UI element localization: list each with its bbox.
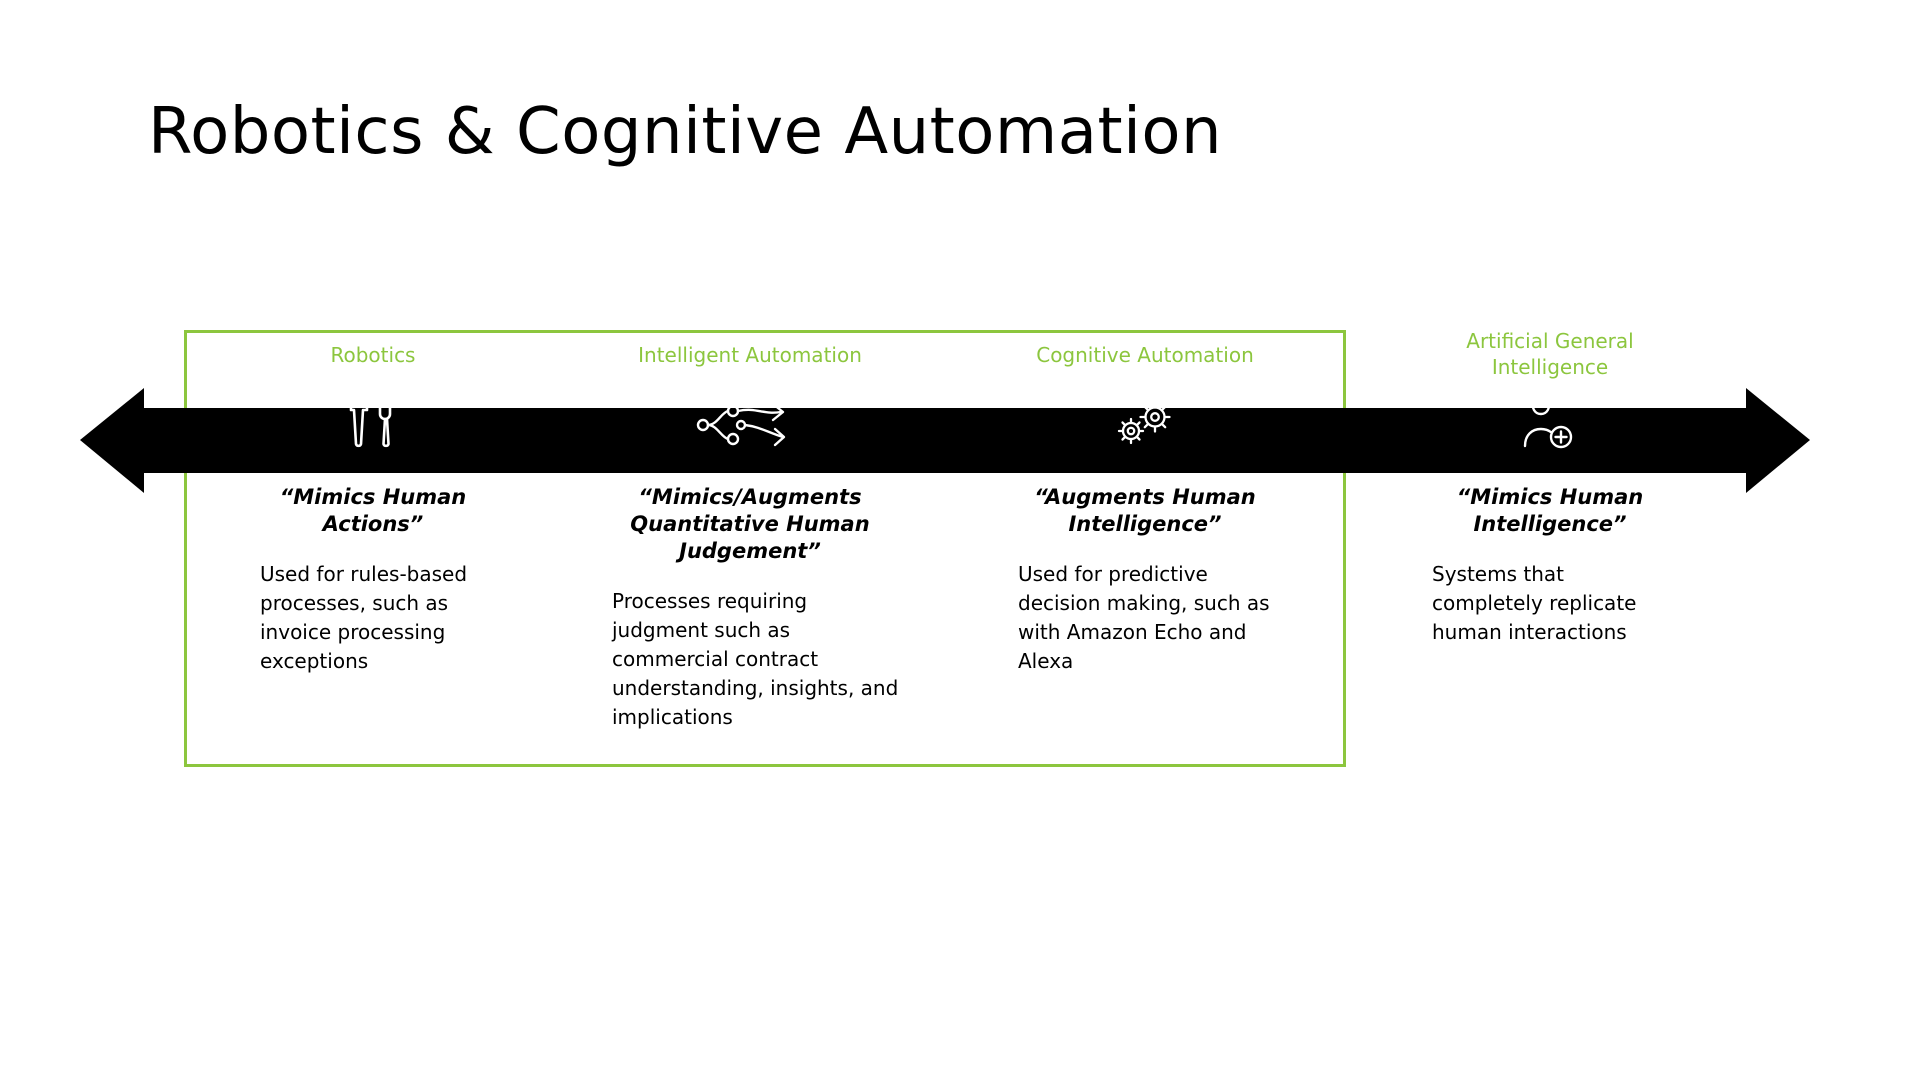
column-header-artificial-general-intelligence: Artificial General Intelligence <box>1466 329 1634 379</box>
column-header-cognitive-automation: Cognitive Automation <box>1036 343 1254 367</box>
column-artificial-general-intelligence <box>1420 329 1680 647</box>
column-description-robotics: Used for rules-based processes, such as invoice processing exceptions <box>260 561 468 673</box>
gears-icon <box>1000 390 1290 460</box>
column-quote-cognitive-automation: “Augments Human Intelligence” <box>1034 485 1256 536</box>
workflow-branch-icon <box>600 390 900 460</box>
column-header-robotics: Robotics <box>330 343 416 367</box>
column-description-artificial-general-intelligence: Systems that completely replicate human interactions <box>1432 561 1637 644</box>
hammer-wrench-icon <box>238 390 508 460</box>
arrow-head-left-icon <box>80 388 144 493</box>
column-description-intelligent-automation: Processes requiring judgment such as commercial contract understanding, insights, and implications <box>612 588 899 729</box>
column-robotics <box>238 342 508 676</box>
column-description-cognitive-automation: Used for predictive decision making, such as with Amazon Echo and Alexa <box>1018 561 1270 673</box>
page-title: Robotics & Cognitive Automation <box>148 95 1223 169</box>
column-quote-artificial-general-intelligence: “Mimics Human Intelligence” <box>1456 485 1644 536</box>
column-quote-robotics: “Mimics Human Actions” <box>279 485 467 536</box>
column-header-intelligent-automation: Intelligent Automation <box>638 343 862 367</box>
column-intelligent-automation <box>600 342 900 732</box>
person-add-icon <box>1420 390 1680 460</box>
column-cognitive-automation <box>1000 342 1290 676</box>
arrow-head-right-icon <box>1746 388 1810 493</box>
column-quote-intelligent-automation: “Mimics/Augments Quantitative Human Judgement” <box>630 485 870 563</box>
